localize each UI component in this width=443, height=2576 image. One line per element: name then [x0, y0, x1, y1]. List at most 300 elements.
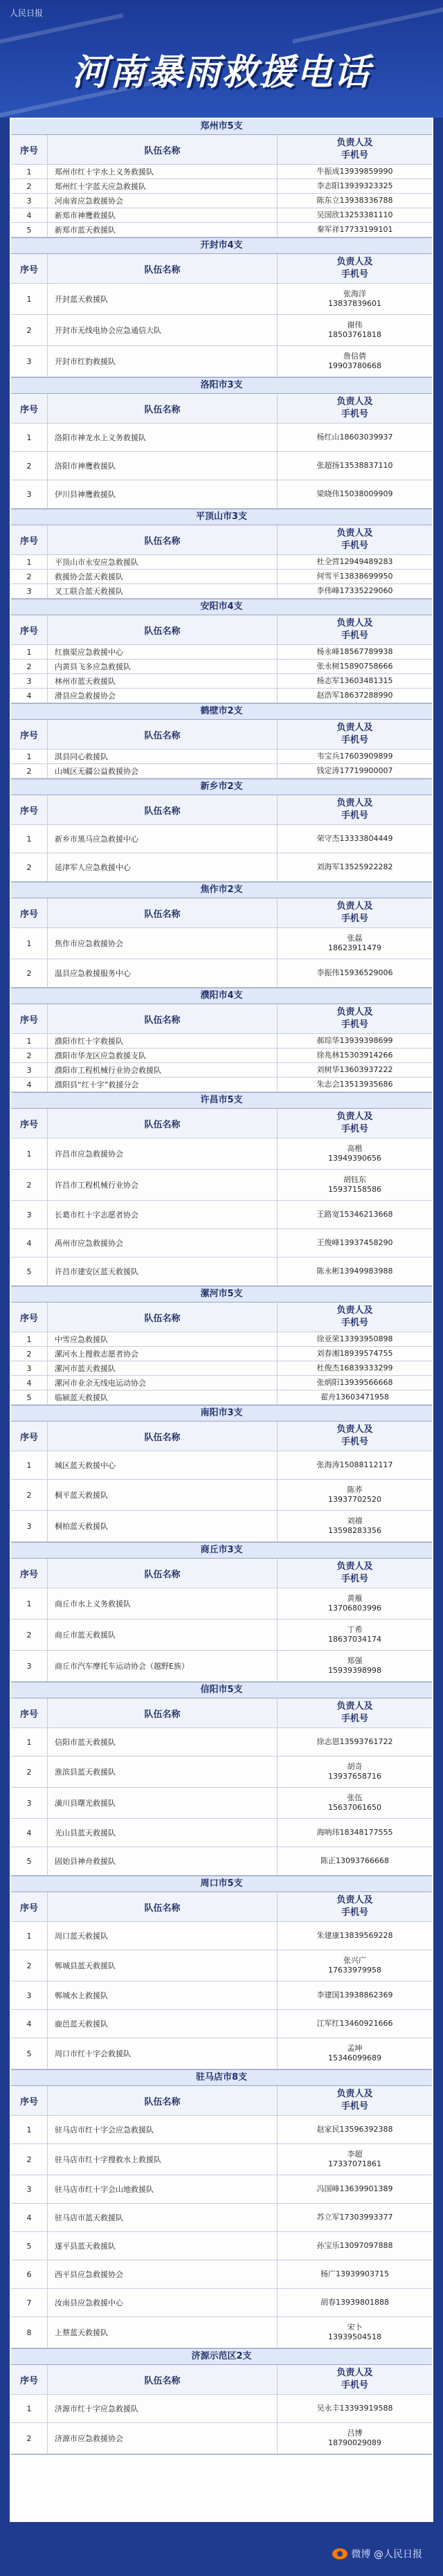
table-header [11, 1422, 432, 1451]
leader-contact: 海呐玮18348177555 [316, 1828, 393, 1837]
footer [0, 2533, 443, 2575]
table-row [11, 1063, 432, 1078]
header-leader [278, 795, 432, 824]
team-name: 洛阳市神鹰救援队 [48, 452, 278, 480]
leader-contact: 徐亚荣13393950898 [316, 1334, 393, 1343]
table-row [11, 165, 432, 179]
leader-cell [278, 1034, 432, 1048]
leader-name: 张兴广 [343, 1956, 366, 1965]
leader-cell [278, 1480, 432, 1510]
team-name: 商丘市水上义务救援队 [48, 1588, 278, 1619]
table-row [11, 1201, 432, 1229]
header-leader-line2: 手机号 [341, 541, 368, 551]
leader-name: 张磊 [347, 934, 363, 943]
row-no: 2 [11, 2144, 48, 2175]
header-leader [278, 615, 432, 644]
header-leader-line2: 手机号 [341, 1437, 368, 1447]
header-leader-line2: 手机号 [341, 269, 368, 280]
row-no: 3 [11, 194, 48, 208]
header-leader-line1: 负责人及 [336, 901, 373, 911]
leader-phone: 18790029089 [328, 2438, 381, 2447]
leader-cell [278, 1347, 432, 1361]
table-row [11, 2204, 432, 2232]
leader-contact: 陈永彬13949983988 [316, 1267, 393, 1276]
table-row [11, 1651, 432, 1682]
header-leader-line2: 手机号 [341, 409, 368, 419]
table-row [11, 928, 432, 959]
header-no: 序号 [11, 1303, 48, 1332]
weibo-icon [332, 2548, 347, 2559]
header-leader [278, 525, 432, 554]
header-leader-line2: 手机号 [341, 2380, 368, 2391]
table-row [11, 2395, 432, 2423]
leader-contact: 刘春湘18939574755 [316, 1349, 393, 1358]
leader-contact: 杜俊杰16839333299 [316, 1363, 393, 1372]
header-team: 队伍名称 [48, 1422, 278, 1451]
leader-cell [278, 1950, 432, 1981]
row-no: 1 [11, 928, 48, 959]
table-header [11, 1892, 432, 1922]
row-no: 2 [11, 1170, 48, 1200]
team-name: 潢川县曙光救援队 [48, 1788, 278, 1818]
team-name: 城区蓝天救援中心 [48, 1451, 278, 1479]
header-leader-line1: 负责人及 [336, 528, 373, 538]
table-header [11, 1109, 432, 1139]
city-heading: 许昌市5支 [11, 1093, 432, 1109]
header-leader-line1: 负责人及 [336, 2089, 373, 2099]
leader-cell [278, 1620, 432, 1650]
header-team: 队伍名称 [48, 135, 278, 164]
header-no: 序号 [11, 525, 48, 554]
leader-contact: 王俊峰13937458290 [316, 1238, 393, 1247]
leader-name: 刘禧 [347, 1516, 363, 1525]
team-name: 许昌市建安区蓝天救援队 [48, 1258, 278, 1285]
header-no: 序号 [11, 720, 48, 749]
city-heading: 商丘市3支 [11, 1543, 432, 1559]
top-bar [10, 7, 433, 19]
leader-cell [278, 1390, 432, 1404]
leader-cell [278, 584, 432, 598]
leader-cell [278, 1757, 432, 1787]
team-name: 平顶山市永安应急救援队 [48, 555, 278, 569]
city-section [11, 2070, 432, 2349]
row-no: 3 [11, 2175, 48, 2203]
city-section [11, 378, 432, 509]
leader-name: 谢伟 [347, 320, 363, 329]
row-no: 4 [11, 1229, 48, 1257]
leader-cell [278, 1651, 432, 1681]
city-section [11, 1406, 432, 1543]
team-name: 淇县同心救援队 [48, 750, 278, 763]
header-team: 队伍名称 [48, 1109, 278, 1138]
leader-contact: 刘树华13603937222 [316, 1065, 393, 1074]
header-leader-line2: 手机号 [341, 735, 368, 745]
team-name: 红旗渠应急救援中心 [48, 645, 278, 659]
row-no: 1 [11, 2116, 48, 2143]
leader-cell [278, 959, 432, 987]
row-no: 2 [11, 660, 48, 673]
table-row [11, 1376, 432, 1390]
leader-phone: 17337071861 [328, 2159, 381, 2168]
leader-contact: 李伟峰17335229060 [316, 586, 393, 595]
table-row [11, 764, 432, 779]
team-name: 濮阳市红十字救援队 [48, 1034, 278, 1048]
leader-cell [278, 480, 432, 508]
row-no: 1 [11, 1034, 48, 1048]
leader-phone: 13598283356 [328, 1526, 381, 1535]
header-leader-line2: 手机号 [341, 810, 368, 821]
leader-phone: 17633979958 [328, 1966, 381, 1975]
team-name: 林州市蓝天救援队 [48, 674, 278, 688]
row-no: 2 [11, 452, 48, 480]
header-leader-line1: 负责人及 [336, 723, 373, 733]
row-no: 1 [11, 825, 48, 853]
row-no: 4 [11, 208, 48, 222]
leader-contact: 杨永峰18567789938 [316, 647, 393, 656]
leader-phone: 15937158586 [328, 1185, 381, 1194]
table-header [11, 254, 432, 284]
leader-name: 李超 [347, 2150, 363, 2159]
leader-contact: 陈正13093766668 [320, 1856, 389, 1865]
city-section [11, 119, 432, 238]
header-leader-line1: 负责人及 [336, 1701, 373, 1712]
team-name: 焦作市应急救援协会 [48, 928, 278, 959]
table-row [11, 2289, 432, 2317]
header-team: 队伍名称 [48, 2365, 278, 2394]
city-heading: 周口市5支 [11, 1876, 432, 1892]
team-name: 汝南县应急救援中心 [48, 2289, 278, 2316]
team-name: 新郑市蓝天救援队 [48, 223, 278, 237]
leader-cell [278, 1139, 432, 1169]
team-name: 商丘市蓝天救援队 [48, 1620, 278, 1650]
team-name: 上蔡蓝天救援队 [48, 2317, 278, 2348]
table-row [11, 208, 432, 223]
team-name: 伊川县神鹰救援队 [48, 480, 278, 508]
row-no: 7 [11, 2289, 48, 2316]
city-heading: 郑州市5支 [11, 119, 432, 135]
team-name: 新郑市神鹰救援队 [48, 208, 278, 222]
header-team: 队伍名称 [48, 525, 278, 554]
row-no: 6 [11, 2260, 48, 2288]
leader-contact: 杜全营12949489283 [316, 557, 393, 566]
team-name: 郸城水上救援队 [48, 1981, 278, 2009]
row-no: 2 [11, 764, 48, 778]
leader-cell [278, 315, 432, 345]
leader-contact: 张超扬13538837110 [316, 461, 393, 470]
team-name: 长葛市红十字志愿者协会 [48, 1201, 278, 1228]
header-team: 队伍名称 [48, 1303, 278, 1332]
header-no: 序号 [11, 1109, 48, 1138]
leader-cell [278, 645, 432, 659]
leader-cell [278, 1819, 432, 1847]
header-team: 队伍名称 [48, 2086, 278, 2115]
leader-contact: 赵家民13596392388 [316, 2125, 393, 2134]
table-header [11, 394, 432, 424]
row-no: 2 [11, 2423, 48, 2453]
header-leader [278, 898, 432, 927]
city-section [11, 882, 432, 988]
team-name: 桐平蓝天救援队 [48, 1480, 278, 1510]
header-leader-line1: 负责人及 [336, 397, 373, 407]
row-no: 2 [11, 1480, 48, 1510]
leader-name: 詹信倩 [343, 352, 366, 361]
team-name: 驻马店市蓝天救援队 [48, 2204, 278, 2231]
header-leader-line2: 手机号 [341, 1574, 368, 1584]
leader-contact: 钱定涛17719900007 [316, 766, 393, 775]
leader-cell [278, 2116, 432, 2143]
leader-cell [278, 179, 432, 193]
row-no: 4 [11, 2010, 48, 2038]
leader-contact: 冯国峰13639901389 [316, 2184, 393, 2193]
leader-contact: 王路宽15346213668 [316, 1210, 393, 1219]
city-heading: 漯河市5支 [11, 1287, 432, 1303]
leader-cell [278, 2038, 432, 2069]
header-team: 队伍名称 [48, 1892, 278, 1921]
table-row [11, 179, 432, 194]
team-name: 温县应急救援服务中心 [48, 959, 278, 987]
team-name: 开封市无线电协会应急通信大队 [48, 315, 278, 345]
header-no: 序号 [11, 2086, 48, 2115]
leader-cell [278, 194, 432, 208]
leader-contact: 胡春13939801888 [320, 2298, 389, 2307]
leader-phone: 18503761818 [328, 330, 381, 339]
city-heading: 新乡市2支 [11, 779, 432, 795]
leader-name: 宋卜 [347, 2323, 363, 2332]
leader-cell [278, 570, 432, 583]
header-leader-line2: 手机号 [341, 631, 368, 641]
row-no: 4 [11, 1376, 48, 1390]
city-section [11, 599, 432, 704]
team-name: 西平县应急救援协会 [48, 2260, 278, 2288]
leader-cell [278, 853, 432, 881]
table-row [11, 1049, 432, 1063]
leader-contact: 秦军祥17733199101 [316, 225, 393, 234]
leader-contact: 苏立军17303993377 [316, 2213, 393, 2222]
table-row [11, 1728, 432, 1757]
city-section [11, 238, 432, 378]
leader-cell [278, 674, 432, 688]
team-name: 濮阳市工程机械行业协会救援队 [48, 1063, 278, 1077]
table-row [11, 1347, 432, 1361]
leader-contact: 陈东立13938336788 [316, 196, 393, 205]
table-row [11, 1078, 432, 1092]
city-heading: 洛阳市3支 [11, 378, 432, 394]
leader-cell [278, 2395, 432, 2422]
row-no: 3 [11, 480, 48, 508]
leader-cell [278, 284, 432, 314]
leader-contact: 杨广13939903715 [320, 2269, 389, 2278]
leader-cell [278, 1847, 432, 1875]
header-leader-line2: 手机号 [341, 1714, 368, 1724]
table-row [11, 1511, 432, 1542]
header-no: 序号 [11, 1892, 48, 1921]
city-section [11, 1093, 432, 1287]
table-row [11, 959, 432, 988]
leader-contact: 牛振成13939859990 [316, 167, 393, 176]
table-header [11, 2365, 432, 2395]
leader-cell [278, 1376, 432, 1390]
row-no: 1 [11, 165, 48, 179]
source-logo: 人民日报 [10, 8, 44, 18]
leader-cell [278, 1063, 432, 1077]
team-name: 洛阳市神龙水上义务救援队 [48, 424, 278, 451]
header-banner [0, 0, 443, 118]
leader-cell [278, 928, 432, 959]
leader-name: 张伍 [347, 1793, 363, 1802]
leader-cell [278, 2260, 432, 2288]
table-row [11, 1451, 432, 1480]
table-row [11, 1229, 432, 1258]
table-row [11, 1922, 432, 1950]
header-no: 序号 [11, 1559, 48, 1588]
city-section [11, 704, 432, 779]
team-name: 救援协会蓝天救援队 [48, 570, 278, 583]
team-name: 许昌市应急救援协会 [48, 1139, 278, 1169]
header-leader-line1: 负责人及 [336, 1305, 373, 1316]
leader-cell [278, 2423, 432, 2453]
header-leader [278, 1698, 432, 1727]
row-no: 3 [11, 1361, 48, 1375]
table-header [11, 525, 432, 555]
header-leader [278, 1004, 432, 1033]
leader-contact: 梁晓伟15038009909 [316, 489, 393, 498]
leader-contact: 李志阳13939323325 [316, 181, 393, 190]
leader-cell [278, 2289, 432, 2316]
team-name: 濮阳市华龙区应急救援支队 [48, 1049, 278, 1062]
table-row [11, 660, 432, 674]
table-row [11, 1950, 432, 1981]
team-name: 漯河水上搜救志愿者协会 [48, 1347, 278, 1361]
table-row [11, 223, 432, 237]
leader-contact: 李振伟15936529006 [316, 968, 393, 977]
leader-cell [278, 424, 432, 451]
row-no: 1 [11, 1451, 48, 1479]
leader-name: 张海洋 [343, 289, 366, 298]
table-row [11, 2116, 432, 2144]
row-no: 2 [11, 853, 48, 881]
team-name: 周口蓝天救援队 [48, 1922, 278, 1950]
row-no: 3 [11, 1788, 48, 1818]
row-no: 1 [11, 1588, 48, 1619]
leader-phone: 13837839601 [328, 299, 381, 308]
table-header [11, 1004, 432, 1034]
team-name: 山城区无疆公益救援协会 [48, 764, 278, 778]
city-section [11, 2349, 432, 2455]
leader-name: 孟坤 [347, 2044, 363, 2053]
header-leader-line1: 负责人及 [336, 798, 373, 808]
header-leader [278, 1422, 432, 1451]
team-name: 许昌市工程机械行业协会 [48, 1170, 278, 1200]
row-no: 5 [11, 1847, 48, 1875]
table-row [11, 689, 432, 703]
leader-cell [278, 1049, 432, 1062]
row-no: 5 [11, 2038, 48, 2069]
team-name: 周口市红十字会救援队 [48, 2038, 278, 2069]
leader-cell [278, 208, 432, 222]
header-no: 序号 [11, 615, 48, 644]
leader-contact: 郝琮华13939398699 [316, 1036, 393, 1045]
table-header [11, 2086, 432, 2116]
city-heading: 开封市4支 [11, 238, 432, 254]
table-row [11, 315, 432, 346]
team-name: 驻马店市红十字会应急救援队 [48, 2116, 278, 2143]
leader-name: 胡奇 [347, 1762, 363, 1771]
table-row [11, 2232, 432, 2260]
header-team: 队伍名称 [48, 1698, 278, 1727]
leader-contact: 徐兆林15303914266 [316, 1051, 393, 1060]
row-no: 3 [11, 346, 48, 377]
table-row [11, 750, 432, 764]
leader-phone: 18623911479 [328, 943, 381, 952]
leader-contact: 翟舟13603471958 [320, 1393, 389, 1402]
row-no: 4 [11, 2204, 48, 2231]
table-row [11, 825, 432, 853]
header-team: 队伍名称 [48, 615, 278, 644]
table-row [11, 2317, 432, 2348]
leader-cell [278, 1451, 432, 1479]
table-row [11, 570, 432, 584]
leader-name: 吕博 [347, 2429, 363, 2438]
team-name: 郸城县蓝天救援队 [48, 1950, 278, 1981]
row-no: 3 [11, 1511, 48, 1541]
leader-cell [278, 1588, 432, 1619]
table-row [11, 1981, 432, 2010]
table-row [11, 1588, 432, 1620]
city-section [11, 1287, 432, 1406]
leader-contact: 赵浩军18637288990 [316, 691, 393, 700]
table-row [11, 480, 432, 509]
header-leader [278, 2086, 432, 2115]
city-section [11, 779, 432, 882]
table-header [11, 720, 432, 750]
team-name: 鹿邑蓝天救援队 [48, 2010, 278, 2038]
leader-cell [278, 825, 432, 853]
table-row [11, 555, 432, 570]
row-no: 2 [11, 1049, 48, 1062]
leader-name: 黄雁 [347, 1594, 363, 1603]
table-row [11, 2010, 432, 2038]
header-no: 序号 [11, 1004, 48, 1033]
header-team: 队伍名称 [48, 1559, 278, 1588]
team-name: 光山县蓝天救援队 [48, 1819, 278, 1847]
leader-name: 丁希 [347, 1625, 363, 1634]
leader-name: 陈荞 [347, 1485, 363, 1494]
header-leader [278, 2365, 432, 2394]
team-name: 濮阳县“红十字”救援分会 [48, 1078, 278, 1091]
row-no: 3 [11, 674, 48, 688]
leader-contact: 吴国欣13253381110 [316, 210, 393, 219]
header-no: 序号 [11, 2365, 48, 2394]
leader-cell [278, 1981, 432, 2009]
table-row [11, 1170, 432, 1201]
leader-contact: 刘海军13525922282 [316, 862, 393, 871]
city-section [11, 988, 432, 1093]
table-row [11, 1332, 432, 1347]
leader-contact: 张海涛15088112117 [316, 1460, 393, 1469]
row-no: 2 [11, 179, 48, 193]
row-no: 1 [11, 1139, 48, 1169]
leader-cell [278, 750, 432, 763]
table-row [11, 2144, 432, 2175]
header-leader-line1: 负责人及 [336, 1007, 373, 1017]
leader-cell [278, 2144, 432, 2175]
header-leader [278, 720, 432, 749]
header-leader [278, 254, 432, 283]
table-row [11, 194, 432, 208]
row-no: 3 [11, 1651, 48, 1681]
team-name: 济源市红十字应急救援队 [48, 2395, 278, 2422]
team-name: 滑县应急救援协会 [48, 689, 278, 702]
